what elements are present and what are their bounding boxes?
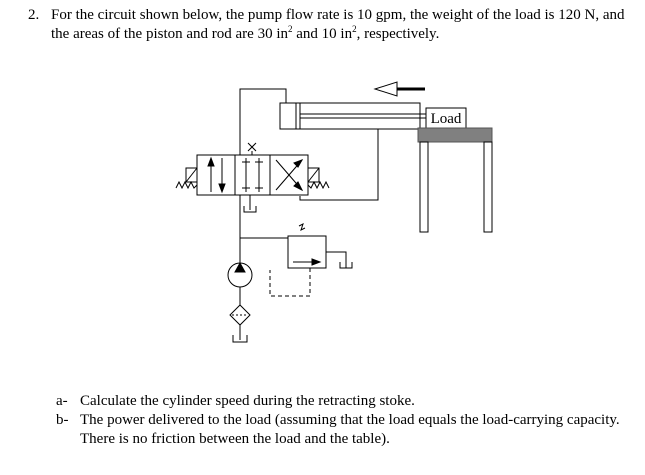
directional-control-valve xyxy=(176,143,329,195)
question-number: 2. xyxy=(28,7,40,23)
subquestion-b-text: The power delivered to the load (assuming that the load equals the load-carrying capacity. There is no friction between the load and the table). xyxy=(80,412,620,447)
question-text-part2: and 10 in xyxy=(292,26,353,42)
pump-icon xyxy=(228,263,252,305)
question-text-part1: For the circuit shown below, the pump flow rate is 10 gpm, the weight of the load is 120 N, and the areas of the piston and rod are 30 in xyxy=(51,7,625,42)
subquestion-b-label: b- xyxy=(56,412,69,428)
subquestion-a-label: a- xyxy=(56,393,68,409)
question-text-part3: , respectively. xyxy=(356,26,440,42)
question-exp2: 2 xyxy=(352,24,357,34)
load-label: Load xyxy=(430,111,462,127)
subquestion-a-text: Calculate the cylinder speed during the retracting stoke. xyxy=(80,393,415,409)
hydraulic-cylinder xyxy=(280,103,426,129)
relief-valve xyxy=(270,224,352,296)
retract-arrow-icon xyxy=(375,82,425,96)
question-exp1: 2 xyxy=(288,24,293,34)
hydraulic-circuit-diagram xyxy=(0,70,645,370)
filter-icon xyxy=(230,305,250,342)
question-text xyxy=(51,6,631,44)
